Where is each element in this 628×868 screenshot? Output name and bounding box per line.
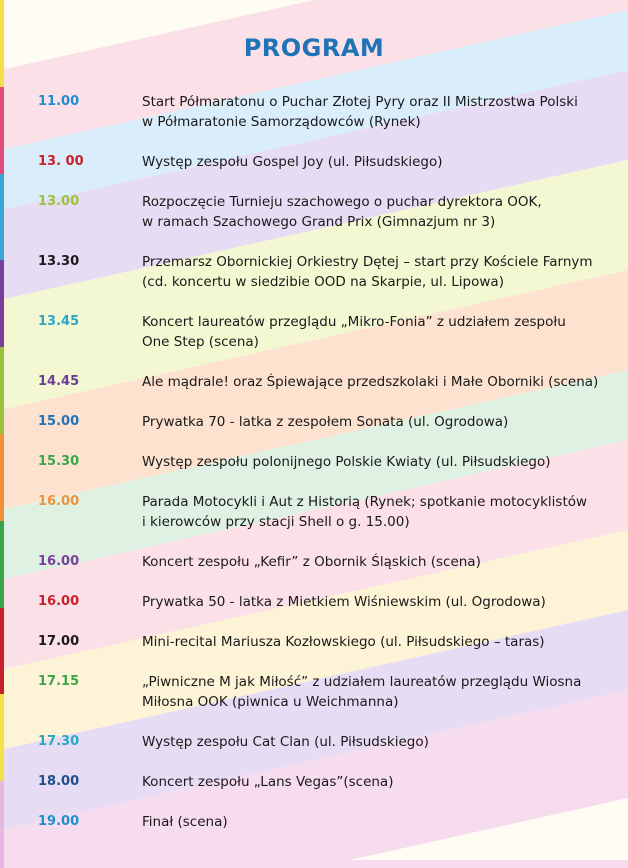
event-description-line: Występ zespołu Cat Clan (ul. Piłsudskiego): [142, 734, 429, 750]
event-time: 17.30: [38, 734, 80, 749]
event-description-line: Prywatka 50 - latka z Mietkiem Wiśniewskim (ul. Ogrodowa): [142, 594, 546, 610]
event-description: [142, 552, 612, 572]
event-description-line: Finał (scena): [142, 814, 228, 830]
event-time: 16.00: [38, 494, 80, 509]
event-time: 11.00: [38, 94, 80, 109]
event-description-line: Start Półmaratonu o Puchar Złotej Pyry oraz II Mistrzostwa Polski: [142, 94, 578, 110]
event-description: [142, 632, 612, 652]
left-bar-segment: [0, 781, 4, 868]
left-bar-segment: [0, 87, 4, 174]
event-time: 14.45: [38, 374, 80, 389]
left-bar-segment: [0, 694, 4, 781]
event-description-line: Występ zespołu Gospel Joy (ul. Piłsudskiego): [142, 154, 443, 170]
event-description-line: Ale mądrale! oraz Śpiewające przedszkolaki i Małe Oborniki (scena): [142, 374, 599, 390]
event-description-line: Rozpoczęcie Turnieju szachowego o puchar dyrektora OOK,: [142, 194, 542, 210]
event-description-line: Koncert laureatów przeglądu „Mikro-Fonia” z udziałem zespołu: [142, 314, 566, 330]
left-bar-segment: [0, 260, 4, 347]
event-description: [142, 372, 612, 392]
event-time: 13.45: [38, 314, 80, 329]
left-bar-segment: [0, 174, 4, 261]
event-description: [142, 452, 612, 472]
event-time: 13.30: [38, 254, 80, 269]
event-time: 15.00: [38, 414, 80, 429]
event-description-line: Koncert zespołu „Lans Vegas”(scena): [142, 774, 394, 790]
event-description: [142, 412, 612, 432]
event-description-line: (cd. koncertu w siedzibie OOD na Skarpie, ul. Lipowa): [142, 274, 504, 290]
event-description-line: w Półmaratonie Samorządowców (Rynek): [142, 114, 421, 130]
event-description: [142, 492, 612, 532]
event-description-line: i kierowców przy stacji Shell o g. 15.00): [142, 514, 410, 530]
event-time: 18.00: [38, 774, 80, 789]
event-description-line: Parada Motocykli i Aut z Historią (Rynek; spotkanie motocyklistów: [142, 494, 588, 510]
event-time: 13.00: [38, 194, 80, 209]
left-bar-segment: [0, 434, 4, 521]
event-description: [142, 772, 612, 792]
left-bar-segment: [0, 521, 4, 608]
event-time: 13. 00: [38, 154, 84, 169]
left-bar-segment: [0, 608, 4, 695]
event-description: [142, 312, 612, 352]
event-time: 16.00: [38, 554, 80, 569]
event-description-line: Mini-recital Mariusza Kozłowskiego (ul. Piłsudskiego – taras): [142, 634, 545, 650]
event-description: [142, 92, 612, 132]
event-description-line: Koncert zespołu „Kefir” z Obornik Śląskich (scena): [142, 554, 481, 570]
event-description-line: Przemarsz Obornickiej Orkiestry Dętej – start przy Kościele Farnym: [142, 254, 593, 270]
event-time: 16.00: [38, 594, 80, 609]
event-time: 15.30: [38, 454, 80, 469]
event-description-line: Występ zespołu polonijnego Polskie Kwiaty (ul. Piłsudskiego): [142, 454, 551, 470]
left-bar-segment: [0, 347, 4, 434]
event-description: [142, 672, 612, 712]
color-band: [0, 860, 628, 868]
event-description-line: Prywatka 70 - latka z zespołem Sonata (ul. Ogrodowa): [142, 414, 509, 430]
event-description: [142, 812, 612, 832]
event-description: [142, 592, 612, 612]
event-description: [142, 152, 612, 172]
event-time: 17.15: [38, 674, 80, 689]
event-time: 17.00: [38, 634, 80, 649]
event-description: [142, 732, 612, 752]
event-description: [142, 252, 612, 292]
page-title: PROGRAM: [243, 34, 385, 62]
event-description-line: One Step (scena): [142, 334, 259, 350]
event-time: 19.00: [38, 814, 80, 829]
event-description-line: „Piwniczne M jak Miłość” z udziałem laureatów przeglądu Wiosna: [142, 674, 582, 690]
event-description-line: w ramach Szachowego Grand Prix (Gimnazjum nr 3): [142, 214, 496, 230]
event-description-line: Miłosna OOK (piwnica u Weichmanna): [142, 694, 399, 710]
event-description: [142, 192, 612, 232]
